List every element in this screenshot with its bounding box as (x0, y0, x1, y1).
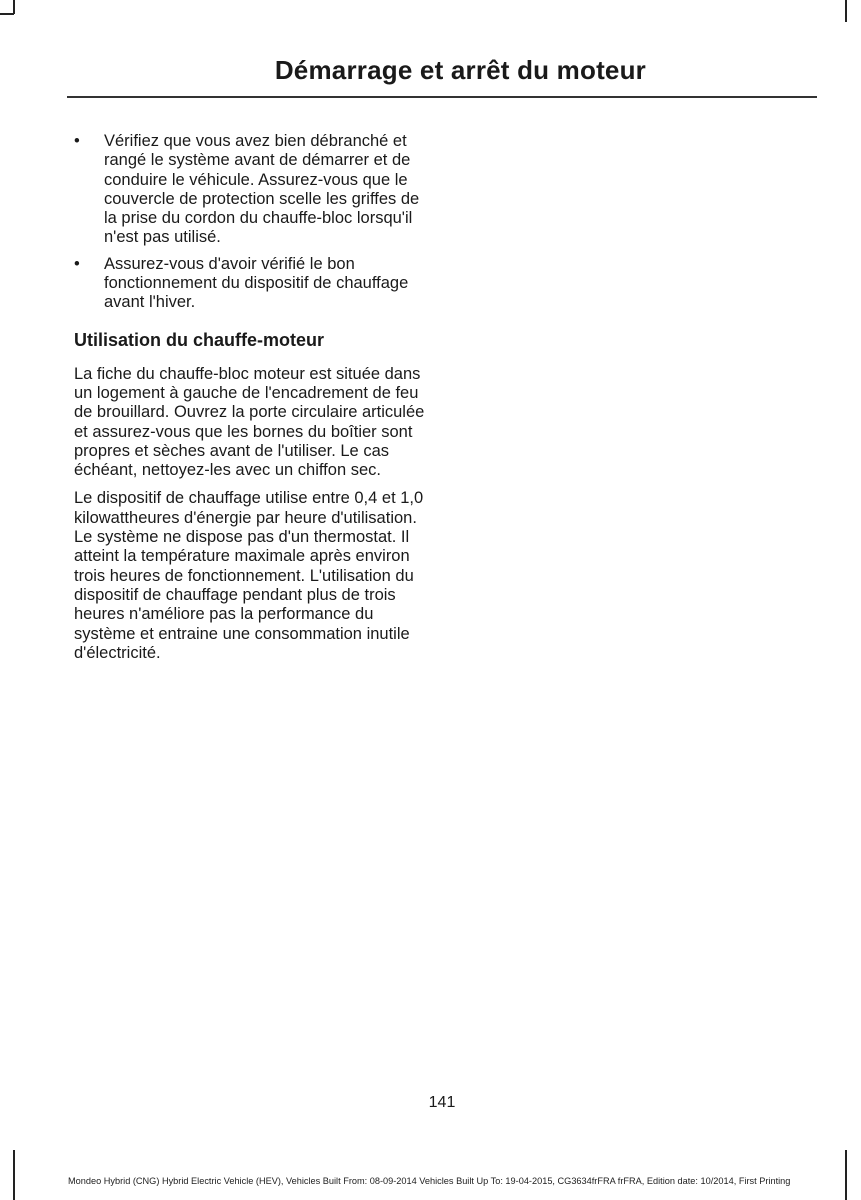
bullet-list (74, 132, 434, 313)
crop-mark-bottom-left (13, 1150, 15, 1200)
paragraph: Le dispositif de chauffage utilise entre 0,4 et 1,0 kilowattheures d'énergie par heure d'utilisation. Le système ne dispose pas d'un thermostat. Il atteint la température maximale après environ trois heures de fonctionnement. L'utilisation du dispositif de chauffage pendant plus de trois heures n'améliore pas la performance du système et entraine une consommation inutile d'électricité. (74, 489, 424, 662)
crop-mark-top-left-vertical (13, 0, 15, 14)
list-item (74, 132, 434, 248)
bullet-icon: • (74, 254, 80, 273)
bullet-icon: • (74, 132, 80, 150)
page-title: Démarrage et arrêt du moteur (274, 55, 646, 85)
list-item-text: Assurez-vous d'avoir vérifié le bon fonctionnement du dispositif de chauffage avant l'hiver. (104, 254, 409, 312)
paragraph: La fiche du chauffe-bloc moteur est située dans un logement à gauche de l'encadrement de feu de brouillard. Ouvrez la porte circulaire articulée et assurez-vous que les bornes du boîtier sont propres et sèches avant de l'utiliser. Le cas échéant, nettoyez-les avec un chiffon sec. (74, 364, 425, 480)
page-number: 141 (428, 1094, 456, 1111)
crop-mark-top-right (845, 0, 847, 22)
list-item-text: Vérifiez que vous avez bien débranché et rangé le système avant de démarrer et de conduire le véhicule. Assurez-vous que le couvercle de protection scelle les griffes de la prise du cordon du chauffe-bloc lorsqu'il n'est pas utilisé. (104, 132, 420, 247)
main-column (74, 132, 434, 672)
list-item (74, 255, 434, 313)
crop-mark-bottom-right (845, 1150, 847, 1200)
crop-mark-top-left-horizontal (0, 13, 14, 15)
section-heading: Utilisation du chauffe-moteur (74, 329, 325, 350)
title-divider (67, 96, 817, 98)
footer-text: Mondeo Hybrid (CNG) Hybrid Electric Vehicle (HEV), Vehicles Built From: 08-09-2014 Vehicles Built Up To: 19-04-2015, CG3634frFRA frFRA, Edition date: 10/2014, First Printing (68, 1176, 791, 1186)
